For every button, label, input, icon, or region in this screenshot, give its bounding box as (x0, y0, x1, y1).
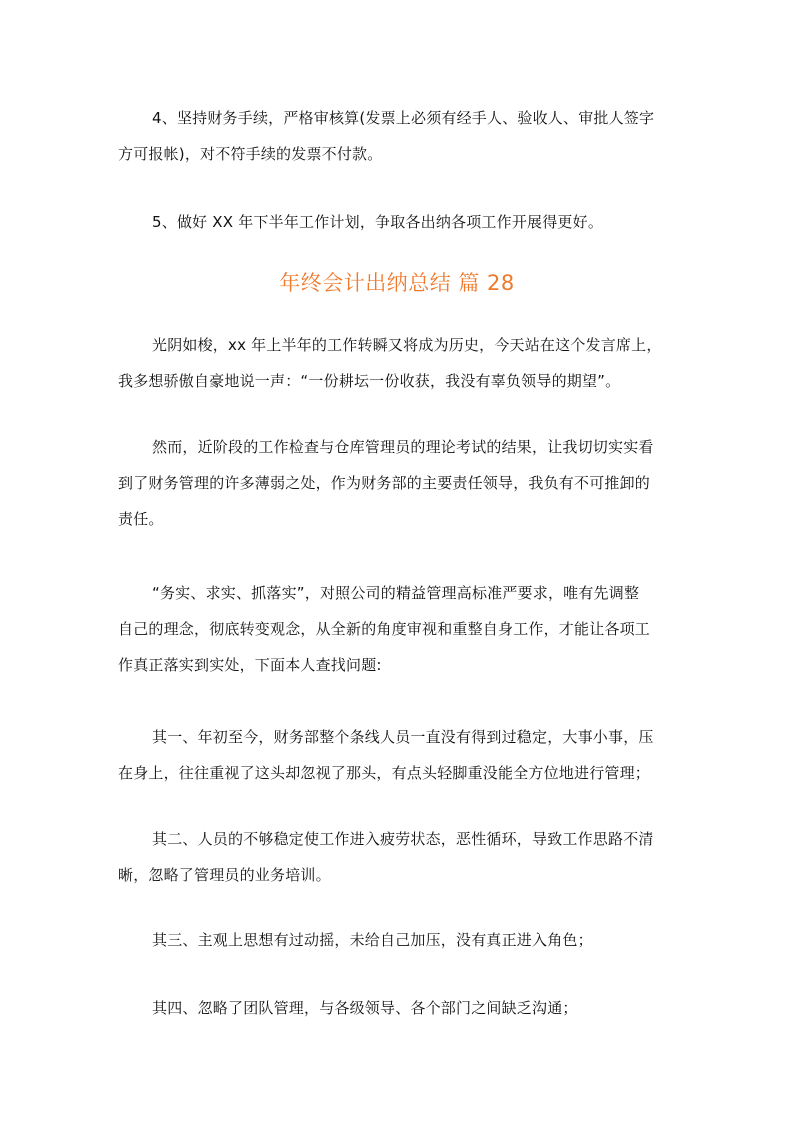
paragraph-line: 其二、人员的不够稳定使工作进入疲劳状态，恶性循环，导致工作思路不清 (152, 830, 654, 848)
paragraph-problem-3 (118, 922, 678, 958)
paragraph-line: 4、坚持财务手续，严格审核算(发票上必须有经手人、验收人、审批人签字 (152, 109, 655, 127)
paragraph-line: 我多想骄傲自豪地说一声：“一份耕坛一份收获，我没有辜负领导的期望”。 (118, 372, 621, 390)
paragraph-line: 其三、主观上思想有过动摇，未给自己加压，没有真正进入角色； (152, 931, 593, 949)
paragraph-problem-4 (118, 990, 678, 1026)
paragraph-line: 责任。 (118, 510, 164, 528)
paragraph-line: 光阴如梭，xx 年上半年的工作转瞬又将成为历史，今天站在这个发言席上， (152, 336, 662, 354)
paragraph-line: 在身上，往往重视了这头却忽视了那头，有点头轻脚重没能全方位地进行管理； (118, 764, 651, 782)
paragraph-line: 方可报帐)，对不符手续的发票不付款。 (118, 145, 383, 163)
paragraph-line: 自己的理念，彻底转变观念，从全新的角度审视和重整自身工作，才能让各项工 (118, 620, 651, 638)
paragraph-line: 晰，忽略了管理员的业务培训。 (118, 866, 331, 884)
paragraph-item-5 (118, 204, 678, 240)
paragraph-line: 其一、年初至今，财务部整个条线人员一直没有得到过稳定，大事小事，压 (152, 728, 654, 746)
paragraph-line: 其四、忽略了团队管理，与各级领导、各个部门之间缺乏沟通； (152, 999, 578, 1017)
paragraph-intro (118, 327, 678, 399)
paragraph-line: “务实、求实、抓落实”，对照公司的精益管理高标准严要求，唯有先调整 (152, 584, 640, 602)
paragraph-line: 到了财务管理的许多薄弱之处，作为财务部的主要责任领导，我负有不可推卸的 (118, 474, 651, 492)
paragraph-problem-2 (118, 821, 678, 893)
paragraph-line: 然而，近阶段的工作检查与仓库管理员的理论考试的结果，让我切切实实看 (152, 438, 654, 456)
paragraph-item-4 (118, 100, 678, 172)
paragraph-pragmatic (118, 575, 678, 683)
paragraph-line: 作真正落实到实处，下面本人查找问题: (118, 656, 382, 674)
paragraph-line: 5、做好 XX 年下半年工作计划，争取各出纳各项工作开展得更好。 (152, 213, 604, 231)
paragraph-problem-1 (118, 719, 678, 791)
paragraph-however (118, 429, 678, 537)
section-heading: 年终会计出纳总结 篇 28 (279, 271, 515, 295)
